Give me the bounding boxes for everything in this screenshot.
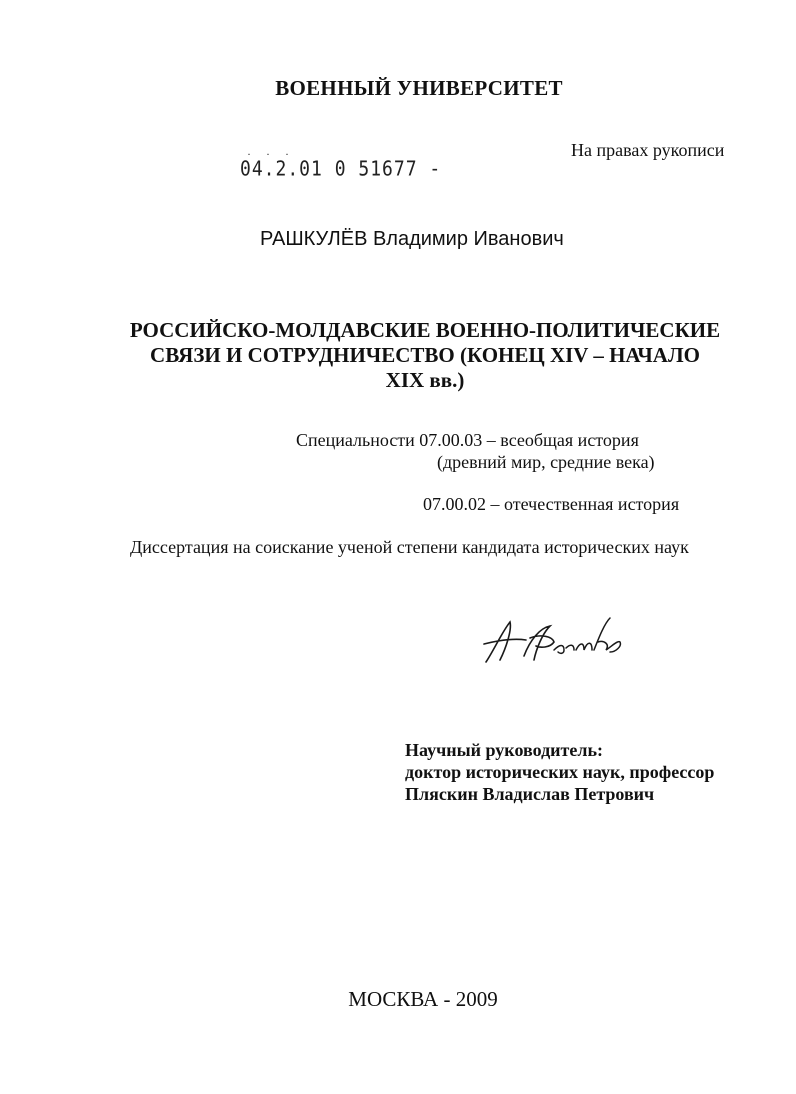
specialty-line-1: Специальности 07.00.03 – всеобщая история [296, 430, 639, 450]
specialty-line-3: 07.00.02 – отечественная история [423, 494, 680, 514]
signature [480, 610, 630, 675]
signature-icon [480, 610, 630, 670]
advisor-title: доктор исторических наук, профессор [405, 762, 715, 782]
city-year: МОСКВА - 2009 [348, 987, 498, 1011]
rights-note: На правах рукописи [571, 140, 725, 160]
specialty-line-2: (древний мир, средние века) [437, 452, 655, 472]
institution-name: ВОЕННЫЙ УНИВЕРСИТЕТ [275, 76, 563, 100]
advisor-name: Пляскин Владислав Петрович [405, 784, 655, 804]
scientific-advisor [405, 739, 714, 805]
title-line-2: СВЯЗИ И СОТРУДНИЧЕСТВО (КОНЕЦ XIV – НАЧАЛО [150, 343, 700, 367]
dissertation-title [100, 318, 750, 393]
title-line-3: XIX вв.) [385, 368, 465, 392]
author-name: РАШКУЛЁВ Владимир Иванович [260, 228, 564, 250]
title-line-1: РОССИЙСКО-МОЛДАВСКИЕ ВОЕННО-ПОЛИТИЧЕСКИЕ [129, 318, 721, 342]
advisor-label: Научный руководитель: [405, 740, 603, 760]
registration-stamp: 04.2.01 0 51677 - [240, 157, 442, 182]
degree-statement: Диссертация на соискание ученой степени кандидата исторических наук [130, 537, 689, 557]
stamp-marks: · · · [247, 147, 295, 161]
